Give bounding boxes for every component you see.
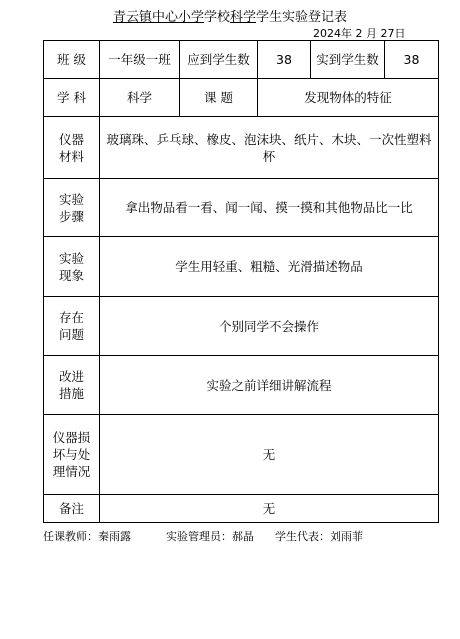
- measures-label: 改进 措施: [44, 356, 100, 415]
- damage-label: 仪器损 坏与处 理情况: [44, 415, 100, 495]
- title-subject: 科学: [230, 10, 257, 25]
- title-suffix: 学生实验登记表: [256, 10, 348, 25]
- row-damage: [44, 415, 439, 495]
- expected-value: 38: [258, 41, 311, 79]
- phenomenon-label: 实验 现象: [44, 237, 100, 297]
- subject-label: 学 科: [44, 79, 100, 117]
- equipment-value: 玻璃珠、乒乓球、橡皮、泡沫块、纸片、木块、一次性塑料杯: [100, 117, 439, 179]
- signature-footer: [43, 528, 363, 544]
- teacher-signature: 任课教师：秦雨露: [43, 530, 131, 543]
- steps-value: 拿出物品看一看、闻一闻、摸一摸和其他物品比一比: [100, 179, 439, 237]
- manager-signature: 实验管理员：郝晶: [165, 530, 254, 543]
- phenomenon-value: 学生用轻重、粗糙、光滑描述物品: [100, 237, 439, 297]
- equipment-label: 仪器 材料: [44, 117, 100, 179]
- row-class: [44, 41, 439, 79]
- actual-label: 实到学生数: [311, 41, 385, 79]
- class-label: 班 级: [44, 41, 100, 79]
- row-problems: [44, 297, 439, 356]
- title-school-suffix: 学校: [203, 10, 230, 25]
- row-steps: [44, 179, 439, 237]
- registration-table: [43, 40, 439, 523]
- subject-value: 科学: [100, 79, 180, 117]
- row-equipment: [44, 117, 439, 179]
- problems-value: 个别同学不会操作: [100, 297, 439, 356]
- row-subject: [44, 79, 439, 117]
- steps-label: 实验 步骤: [44, 179, 100, 237]
- topic-value: 发现物体的特征: [258, 79, 439, 117]
- title-school: 青云镇中心小学: [112, 10, 204, 25]
- problems-label: 存在 问题: [44, 297, 100, 356]
- page-title: [0, 6, 460, 25]
- remarks-value: 无: [100, 495, 439, 523]
- damage-value: 无: [100, 415, 439, 495]
- expected-label: 应到学生数: [180, 41, 258, 79]
- remarks-label: 备注: [44, 495, 100, 523]
- date: 2024年 2 月 27日: [313, 27, 406, 40]
- row-phenomenon: [44, 237, 439, 297]
- measures-value: 实验之前详细讲解流程: [100, 356, 439, 415]
- class-value: 一年级一班: [100, 41, 180, 79]
- topic-label: 课 题: [180, 79, 258, 117]
- row-remarks: [44, 495, 439, 523]
- actual-value: 38: [385, 41, 439, 79]
- student-signature: 学生代表：刘雨菲: [274, 530, 363, 543]
- row-measures: [44, 356, 439, 415]
